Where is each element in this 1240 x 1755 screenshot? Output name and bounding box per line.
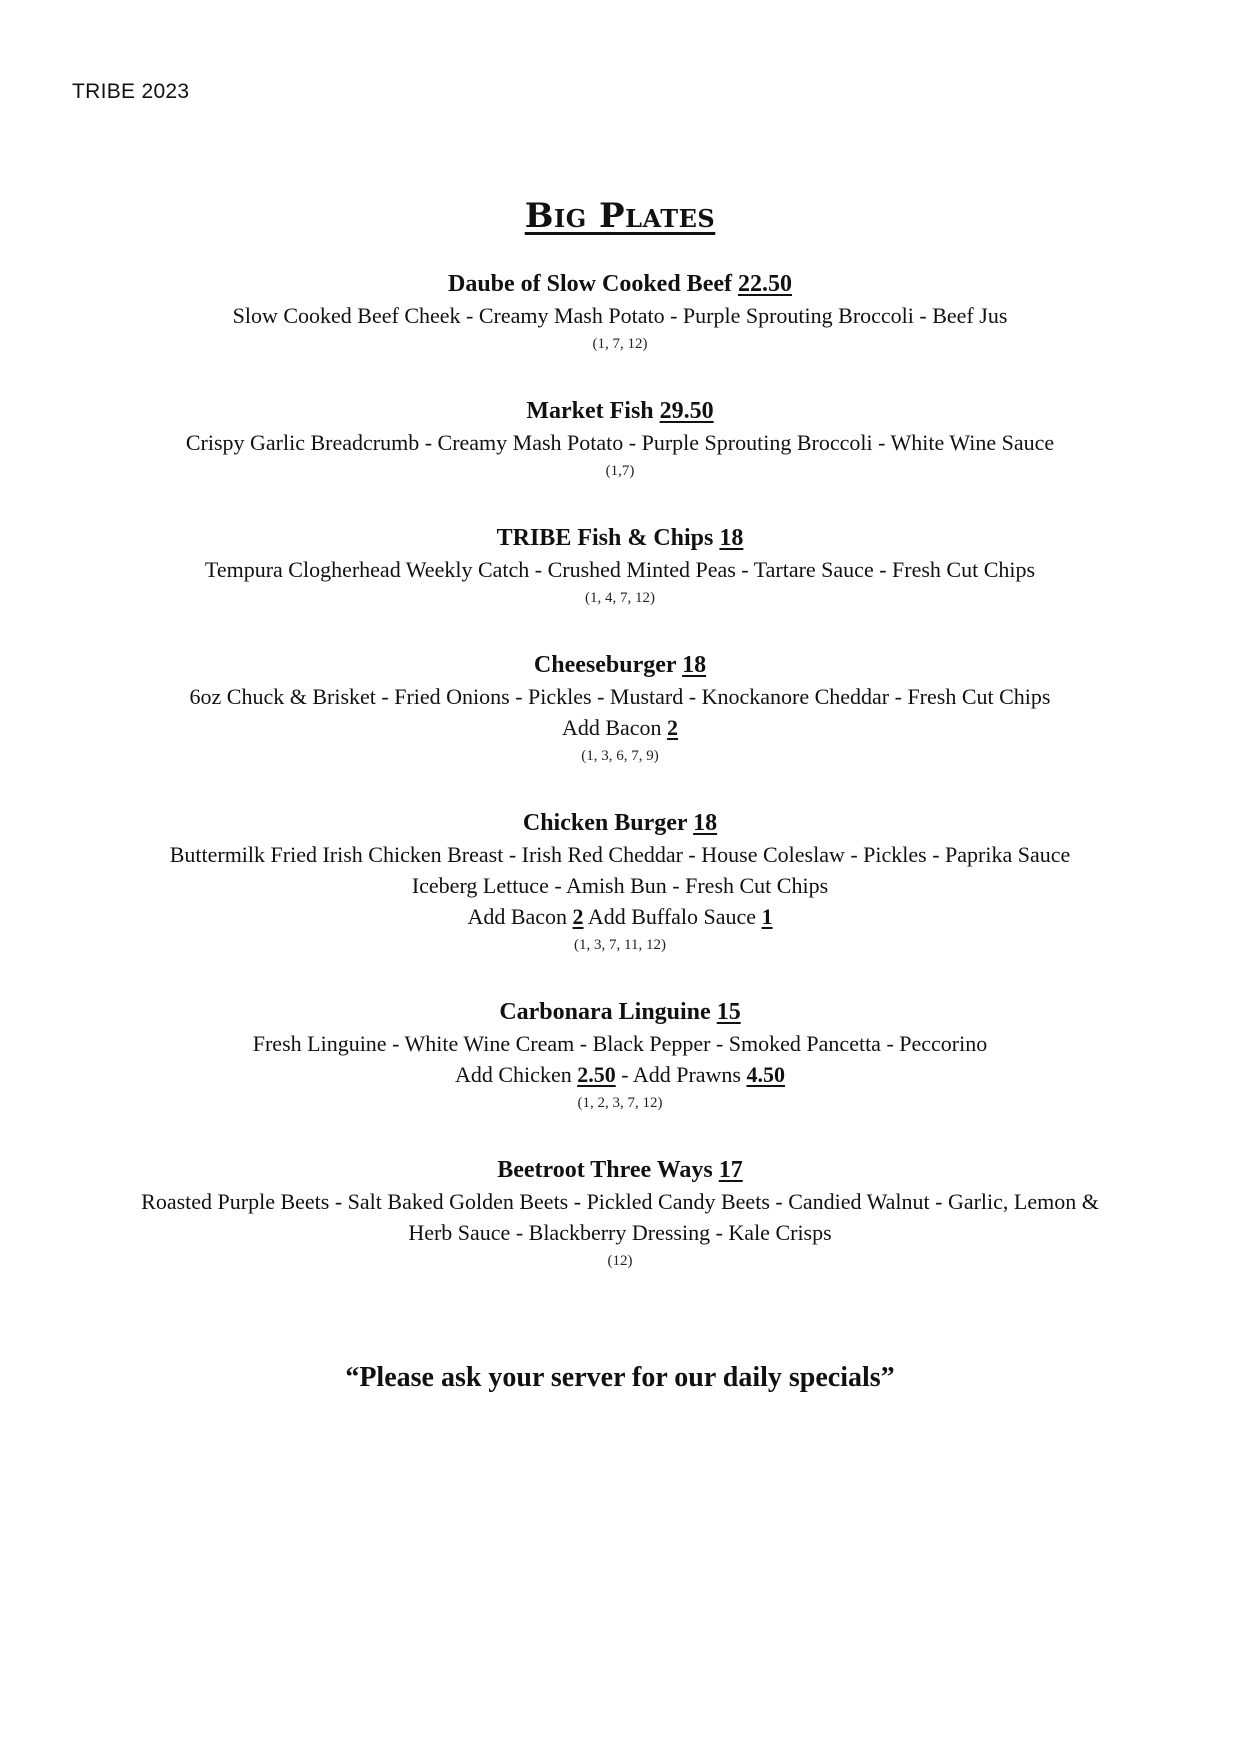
dish-name: TRIBE Fish & Chips: [496, 525, 714, 551]
dish-allergens: (1, 3, 7, 11, 12): [574, 937, 666, 953]
dish-allergens: (1,7): [605, 463, 635, 479]
dish-description: Herb Sauce - Blackberry Dressing - Kale Crisps: [408, 1220, 832, 1245]
dish-description: 6oz Chuck & Brisket - Fried Onions - Pickles - Mustard - Knockanore Cheddar - Fresh Cut Chips: [189, 684, 1051, 709]
dish-description: Tempura Clogherhead Weekly Catch - Crushed Minted Peas - Tartare Sauce - Fresh Cut Chips: [204, 557, 1036, 582]
addon-label: Add Chicken: [455, 1062, 572, 1087]
dish-title: [60, 649, 1180, 681]
dish-price: 18: [719, 525, 744, 551]
document-header-tag: TRIBE 2023: [72, 80, 190, 103]
dish-description: Roasted Purple Beets - Salt Baked Golden Beets - Pickled Candy Beets - Candied Walnut - Garlic, Lemon &: [141, 1189, 1099, 1214]
dish-allergens: (1, 3, 6, 7, 9): [581, 748, 659, 764]
menu-item: [60, 996, 1180, 1116]
dish-allergens: (12): [607, 1253, 633, 1269]
addon-label: Add Bacon: [467, 904, 568, 929]
dish-title: [60, 395, 1180, 427]
addon-price: 2: [572, 904, 584, 929]
dish-title: [60, 996, 1180, 1028]
dish-description: Fresh Linguine - White Wine Cream - Black Pepper - Smoked Pancetta - Peccorino: [252, 1031, 988, 1056]
dish-name: Daube of Slow Cooked Beef: [447, 271, 732, 297]
dish-addons: [60, 901, 1180, 932]
dish-description: Slow Cooked Beef Cheek - Creamy Mash Potato - Purple Sprouting Broccoli - Beef Jus: [232, 303, 1008, 328]
section-title: Big Plates: [524, 196, 716, 236]
dish-price: 18: [682, 652, 707, 678]
menu-item: [60, 395, 1180, 484]
dish-price: 29.50: [659, 398, 714, 424]
dish-title: [60, 807, 1180, 839]
addon-label: - Add Prawns: [621, 1062, 741, 1087]
addon-price: 2.50: [577, 1062, 616, 1087]
menu-list: [60, 268, 1180, 1312]
addon-price: 1: [761, 904, 773, 929]
dish-price: 17: [718, 1157, 743, 1183]
dish-allergens: (1, 7, 12): [592, 336, 648, 352]
dish-title: [60, 268, 1180, 300]
dish-name: Market Fish: [526, 398, 654, 424]
dish-description: Buttermilk Fried Irish Chicken Breast - Irish Red Cheddar - House Coleslaw - Pickles - Paprika Sauce: [169, 842, 1071, 867]
addon-label: Add Bacon: [561, 715, 662, 740]
menu-item: [60, 522, 1180, 611]
dish-price: 15: [716, 999, 741, 1025]
dish-description: Crispy Garlic Breadcrumb - Creamy Mash Potato - Purple Sprouting Broccoli - White Wine Sauce: [185, 430, 1055, 455]
addon-price: 2: [667, 715, 679, 740]
menu-item: [60, 1154, 1180, 1274]
dish-title: [60, 522, 1180, 554]
dish-allergens: (1, 2, 3, 7, 12): [577, 1095, 663, 1111]
addon-label: Add Buffalo Sauce: [587, 904, 757, 929]
dish-name: Chicken Burger: [522, 810, 688, 836]
menu-item: [60, 807, 1180, 958]
dish-title: [60, 1154, 1180, 1186]
dish-allergens: (1, 4, 7, 12): [585, 590, 655, 606]
addon-price: 4.50: [746, 1062, 785, 1087]
menu-item: [60, 268, 1180, 357]
dish-name: Cheeseburger: [533, 652, 677, 678]
dish-addons: [60, 712, 1180, 743]
dish-name: Beetroot Three Ways: [497, 1157, 713, 1183]
dish-price: 22.50: [738, 271, 792, 297]
menu-item: [60, 649, 1180, 769]
dish-name: Carbonara Linguine: [499, 999, 711, 1025]
dish-description: Iceberg Lettuce - Amish Bun - Fresh Cut Chips: [411, 873, 829, 898]
dish-addons: [60, 1059, 1180, 1090]
dish-price: 18: [693, 810, 718, 836]
daily-specials-note: “Please ask your server for our daily specials”: [345, 1362, 895, 1393]
